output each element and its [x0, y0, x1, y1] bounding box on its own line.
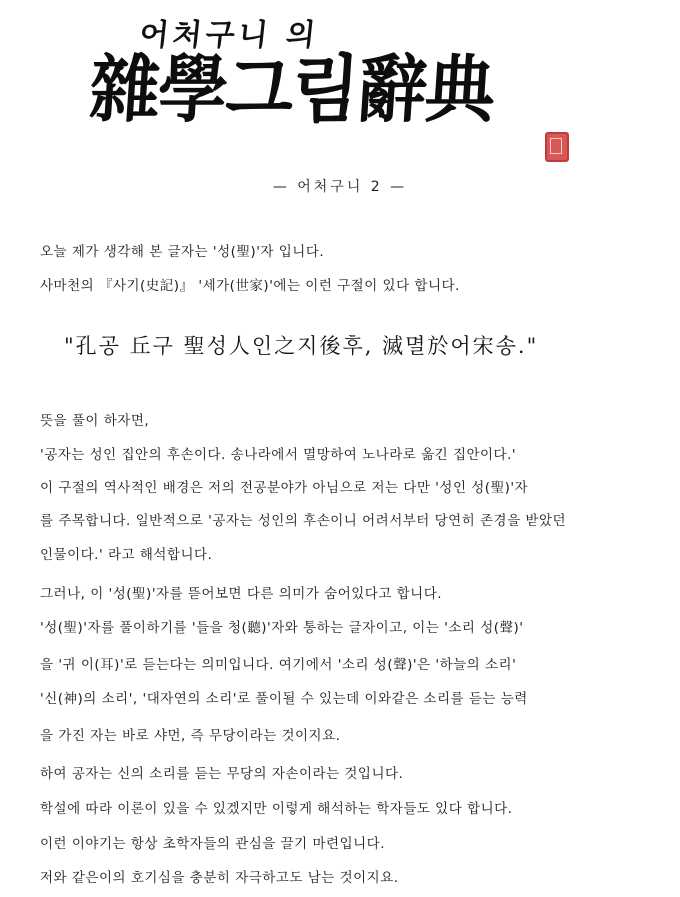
text-line: '성(聖)'자를 풀이하기를 '들을 청(聽)'자와 통하는 글자이고, 이는 '소리 성(聲)' — [40, 620, 524, 636]
text-line: 저와 같은이의 호기심을 충분히 자극하고도 남는 것이지요. — [40, 870, 399, 886]
text-line: 를 주목합니다. 일반적으로 '공자는 성인의 후손이니 어려서부터 당연히 존경을 받았던 — [40, 513, 567, 529]
text-line: 그러나, 이 '성(聖)'자를 뜯어보면 다른 의미가 숨어있다고 합니다. — [40, 586, 443, 602]
red-seal-stamp — [545, 132, 569, 162]
episode-subtitle: — 어처구니 2 — — [272, 179, 408, 195]
text-line: 뜻을 풀이 하자면, — [40, 413, 150, 429]
title-author: 어처구니 의 — [137, 18, 321, 53]
page-title: 雜學그림辭典 — [87, 45, 497, 134]
text-line: 을 가진 자는 바로 샤먼, 즉 무당이라는 것이지요. — [40, 728, 341, 744]
text-line: 사마천의 『사기(史記)』 '세가(世家)'에는 이런 구절이 있다 합니다. — [40, 278, 460, 294]
text-line: 이런 이야기는 항상 초학자들의 관심을 끌기 마련입니다. — [40, 836, 385, 852]
text-line: '신(神)의 소리', '대자연의 소리'로 풀이될 수 있는데 이와같은 소리를 듣는 능력 — [40, 691, 528, 707]
text-line: 학설에 따라 이론이 있을 수 있겠지만 이렇게 해석하는 학자들도 있다 합니다. — [40, 801, 513, 817]
text-line: 을 '귀 이(耳)'로 듣는다는 의미입니다. 여기에서 '소리 성(聲)'은 '하늘의 소리' — [40, 657, 517, 673]
text-line: 오늘 제가 생각해 본 글자는 '성(聖)'자 입니다. — [40, 244, 325, 260]
classical-quote: "孔공 丘구 聖성人인之지後후, 滅멸於어宋송." — [64, 334, 539, 358]
text-line: 이 구절의 역사적인 배경은 저의 전공분야가 아님으로 저는 다만 '성인 성(聖)'자 — [40, 480, 529, 496]
text-line: 인물이다.' 라고 해석합니다. — [40, 547, 213, 563]
text-line: '공자는 성인 집안의 후손이다. 송나라에서 멸망하여 노나라로 옮긴 집안이다.' — [40, 447, 517, 463]
text-line: 하여 공자는 신의 소리를 듣는 무당의 자손이라는 것입니다. — [40, 766, 404, 782]
